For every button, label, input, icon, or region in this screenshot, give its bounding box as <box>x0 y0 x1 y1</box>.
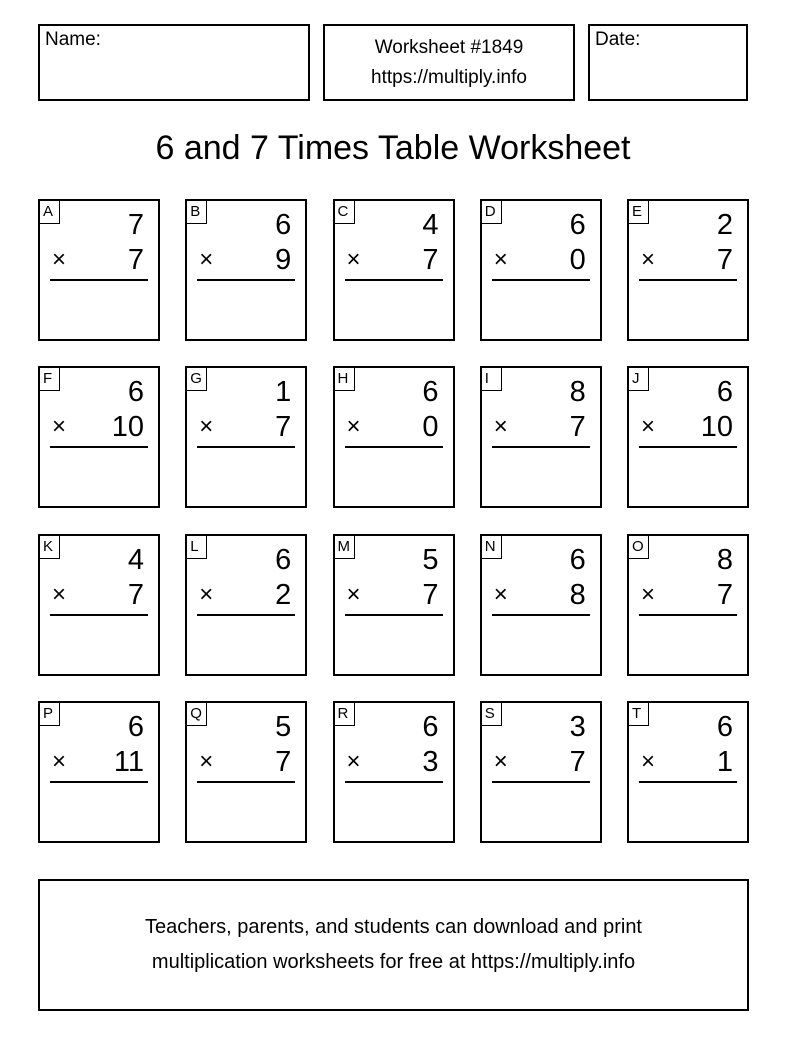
problem-multiplicand: 6 <box>127 710 144 743</box>
problem-card <box>480 534 602 676</box>
problem-letter: P <box>40 703 60 726</box>
footer-line-1: Teachers, parents, and students can download and print <box>145 916 642 938</box>
problem-multiplicand: 4 <box>127 543 144 576</box>
problem-card <box>627 534 749 676</box>
problem-multiplicand: 6 <box>275 543 292 576</box>
problem-multiplicand: 6 <box>422 710 439 743</box>
problem-multiplicand: 5 <box>422 543 439 576</box>
answer-line <box>492 781 590 783</box>
problem-card <box>333 366 455 508</box>
problem-multiplicand: 6 <box>569 209 586 241</box>
problem-multiplier: 7 <box>716 244 733 276</box>
problem-multiplier: 7 <box>127 244 144 276</box>
worksheet-website: https://multiply.info <box>371 66 527 88</box>
times-sign: × <box>346 580 361 608</box>
problem-multiplier: 2 <box>275 578 292 611</box>
problem-letter: K <box>40 536 60 559</box>
problem-multiplicand: 2 <box>716 209 733 241</box>
times-sign: × <box>346 413 361 441</box>
problem-multiplier: 10 <box>111 411 144 444</box>
times-sign: × <box>199 246 214 273</box>
problem-letter: C <box>335 201 355 224</box>
answer-line <box>345 614 443 616</box>
answer-line <box>50 614 148 616</box>
problem-multiplicand: 3 <box>569 710 586 743</box>
problem-card <box>627 701 749 843</box>
problem-multiplicand: 8 <box>569 376 586 409</box>
problem-letter: S <box>482 703 502 726</box>
problem-card <box>38 534 160 676</box>
times-sign: × <box>199 413 214 441</box>
answer-line <box>345 446 443 448</box>
problem-letter: M <box>335 536 355 559</box>
answer-line <box>345 781 443 783</box>
problem-multiplier: 1 <box>716 745 733 778</box>
problem-card <box>333 199 455 341</box>
answer-line <box>345 279 443 281</box>
answer-line <box>492 279 590 281</box>
problem-letter: Q <box>187 703 207 726</box>
problem-multiplicand: 4 <box>422 209 439 241</box>
times-sign: × <box>52 580 67 608</box>
problem-multiplier: 7 <box>275 411 292 444</box>
problem-letter: B <box>187 201 207 224</box>
problem-card <box>333 534 455 676</box>
problem-letter: J <box>629 368 649 391</box>
problem-letter: O <box>629 536 649 559</box>
problem-letter: D <box>482 201 502 224</box>
answer-line <box>639 446 737 448</box>
worksheet-info-box <box>323 24 575 101</box>
name-field <box>38 24 310 101</box>
problem-letter: T <box>629 703 649 726</box>
problem-letter: H <box>335 368 355 391</box>
times-sign: × <box>493 747 508 775</box>
problem-multiplier: 7 <box>275 745 292 778</box>
problem-multiplicand: 1 <box>275 376 292 409</box>
answer-line <box>639 781 737 783</box>
problem-multiplicand: 8 <box>716 543 733 576</box>
problem-letter: G <box>187 368 207 391</box>
footer-line-2: multiplication worksheets for free at https://multiply.info <box>151 951 636 973</box>
times-sign: × <box>641 580 656 608</box>
problem-card <box>480 366 602 508</box>
worksheet-number: Worksheet #1849 <box>374 36 524 58</box>
problem-card <box>333 701 455 843</box>
problem-card <box>185 701 307 843</box>
times-sign: × <box>493 246 508 273</box>
problem-letter: E <box>629 201 649 224</box>
answer-line <box>197 614 295 616</box>
problem-card <box>480 199 602 341</box>
problem-multiplier: 9 <box>275 244 292 276</box>
times-sign: × <box>52 246 67 273</box>
date-field <box>588 24 748 101</box>
answer-line <box>492 614 590 616</box>
problem-multiplier: 8 <box>569 578 586 611</box>
problem-multiplicand: 6 <box>569 543 586 576</box>
problem-letter: F <box>40 368 60 391</box>
times-sign: × <box>52 747 67 775</box>
problem-card <box>38 366 160 508</box>
problem-card <box>185 366 307 508</box>
problem-letter: L <box>187 536 207 559</box>
name-label: Name: <box>45 29 101 50</box>
problem-multiplier: 11 <box>113 745 144 778</box>
footer-note <box>38 879 749 1011</box>
answer-line <box>639 279 737 281</box>
problem-card <box>185 199 307 341</box>
problem-card <box>627 199 749 341</box>
problem-multiplicand: 7 <box>127 209 144 241</box>
answer-line <box>197 446 295 448</box>
problem-multiplicand: 6 <box>716 376 733 409</box>
answer-line <box>50 446 148 448</box>
answer-line <box>197 279 295 281</box>
answer-line <box>50 781 148 783</box>
times-sign: × <box>346 747 361 775</box>
page-title: 6 and 7 Times Table Worksheet <box>155 129 631 167</box>
times-sign: × <box>52 413 67 441</box>
times-sign: × <box>641 246 656 273</box>
problem-multiplicand: 6 <box>127 376 144 409</box>
answer-line <box>197 781 295 783</box>
problem-multiplicand: 6 <box>716 710 733 743</box>
problem-card <box>480 701 602 843</box>
times-sign: × <box>641 413 656 441</box>
problem-multiplier: 10 <box>700 411 733 444</box>
problem-grid <box>38 199 749 842</box>
problem-multiplicand: 6 <box>275 209 292 241</box>
problem-multiplier: 7 <box>422 578 439 611</box>
problem-card <box>38 701 160 843</box>
date-label: Date: <box>595 29 641 50</box>
problem-multiplier: 3 <box>422 745 439 778</box>
problem-card <box>38 199 160 341</box>
times-sign: × <box>199 580 214 608</box>
problem-multiplier: 7 <box>422 244 439 276</box>
problem-multiplier: 7 <box>569 411 586 444</box>
problem-multiplier: 0 <box>422 411 439 444</box>
problem-multiplier: 7 <box>569 745 586 778</box>
times-sign: × <box>641 747 656 775</box>
problem-card <box>627 366 749 508</box>
times-sign: × <box>493 413 508 441</box>
times-sign: × <box>346 246 361 273</box>
times-sign: × <box>199 747 214 775</box>
problem-multiplicand: 5 <box>275 710 292 743</box>
problem-multiplicand: 6 <box>422 376 439 409</box>
problem-multiplier: 7 <box>127 578 144 611</box>
answer-line <box>639 614 737 616</box>
problem-letter: N <box>482 536 502 559</box>
problem-multiplier: 0 <box>569 244 586 276</box>
problem-card <box>185 534 307 676</box>
problem-letter: A <box>40 201 60 224</box>
answer-line <box>492 446 590 448</box>
problem-multiplier: 7 <box>716 578 733 611</box>
problem-letter: R <box>335 703 355 726</box>
answer-line <box>50 279 148 281</box>
times-sign: × <box>493 580 508 608</box>
problem-letter: I <box>482 368 502 391</box>
